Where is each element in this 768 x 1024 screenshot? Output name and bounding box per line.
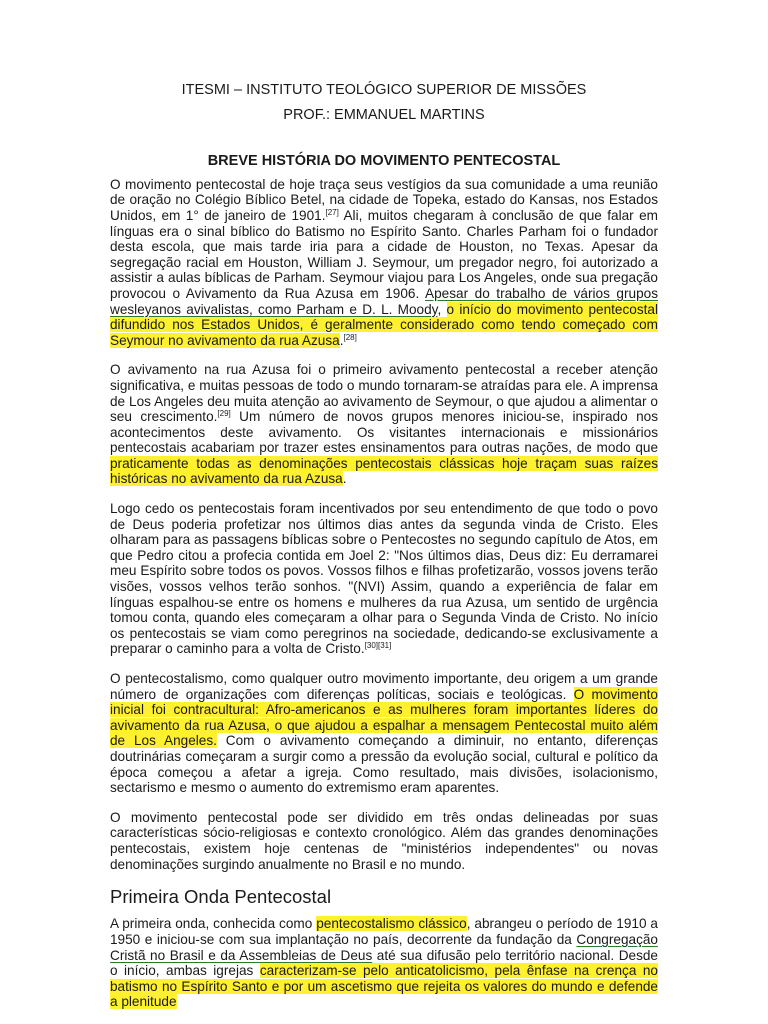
text: até sua difusão pelo território nacional. Desde o início, ambas igrejas: [110, 947, 658, 979]
highlighted-text: o início do movimento pentecostal difundido nos Estados Unidos, é geralmente considerado como tendo começado com Seymour no avivamento da rua Azusa: [110, 301, 658, 348]
text: O movimento pentecostal pode ser dividido em três ondas delineadas por suas características sócio-religiosas e contexto cronológico. Além das grandes denominações pentecostais, existem hoje centenas de "ministérios independentes" ou novas denominações surgindo anualmente no Brasil e no mundo.: [110, 809, 658, 872]
text: ,: [437, 301, 447, 317]
highlighted-text: caracterizam-se pelo anticatolicismo, pela ênfase na crença no batismo no Espírito Santo e por um ascetismo que rejeita os valores do mundo e defende a plenitude: [110, 963, 658, 1010]
document-title: BREVE HISTÓRIA DO MOVIMENTO PENTECOSTAL: [207, 152, 561, 169]
section-heading: Primeira Onda Pentecostal: [110, 886, 332, 908]
text: .: [339, 332, 344, 348]
text: O avivamento na rua Azusa foi o primeiro avivamento pentecostal a receber atenção significativa, e muitas pessoas de todo o mundo tornaram-se atraídas para ele. A imprensa de Los Angeles deu muita atenção ao avivamento de Seymour, o que ajudou a alimentar o seu crescimento.: [110, 362, 658, 425]
footnote-ref[interactable]: [27]: [325, 207, 339, 217]
text: A primeira onda, conhecida como: [110, 916, 317, 932]
paragraph-5: [110, 810, 658, 872]
highlighted-text: pentecostalismo clássico: [316, 916, 467, 932]
footnote-ref[interactable]: [29]: [217, 409, 231, 419]
text: Com o avivamento começando a diminuir, no entanto, diferenças doutrinárias começaram a surgir como a pressão da evolução social, cultural e político da época começou a afetar a igreja. Como resultado, mais divisões, isolacionismo, sectarismo e mesmo o aumento do extremismo eram aparentes.: [110, 733, 658, 796]
paragraph-6: [110, 916, 658, 1010]
paragraph-4: [110, 671, 658, 796]
institution-header: ITESMI – INSTITUTO TEOLÓGICO SUPERIOR DE MISSÕES: [181, 82, 587, 98]
highlighted-text: praticamente todas as denominações pentecostais clássicas hoje traçam suas raízes históricas no avivamento da rua Azusa: [110, 455, 658, 487]
text: O movimento pentecostal de hoje traça seus vestígios da sua comunidade a uma reunião de oração no Colégio Bíblico Betel, na cidade de Topeka, estado do Kansas, nos Estados Unidos, em 1° de janeiro de 1901.: [110, 176, 658, 223]
paragraph-1: [110, 177, 658, 349]
paragraph-3: [110, 501, 658, 657]
highlighted-text: O movimento inicial foi contracultural: Afro-americanos e as mulheres foram importantes líderes do avivamento da rua Azusa, o que ajudou a espalhar a mensagem Pentecostal muito além de Los Angeles.: [110, 686, 658, 749]
footnote-ref[interactable]: [28]: [343, 332, 357, 342]
text: , abrangeu o período de 1910 a 1950 e iniciou-se com sua implantação no país, decorrente da fundação da: [110, 916, 658, 947]
text: O pentecostalismo, como qualquer outro movimento importante, deu origem a um grande número de organizações com diferenças políticas, sociais e teológicas.: [110, 671, 658, 702]
text: Logo cedo os pentecostais foram incentivados por seu entendimento de que todo o povo de Deus poderia profetizar nos últimos dias antes da segunda vinda de Cristo. Eles olharam para as passagens bíblicas sobre o Pentecostes no segundo capítulo de Atos, em que Pedro citou a profecia contida em Joel 2: "Nos últimos dias, Deus diz: Eu derramarei meu Espírito sobre todos os povos. Vossos filhos e filhas profetizarão, vossos jovens terão visões, vossos velhos terão sonhos. "(NVI) Assim, quando a experiência de falar em línguas espalhou-se entre os homens e mulheres da rua Azusa, um sentido de urgência tomou conta, quando eles começaram a olhar para o Segunda Vinda de Cristo. No início os pentecostais se viam como peregrinos na sociedade, dedicando-se exclusivamente a preparar o caminho para a volta de Cristo.: [110, 501, 658, 657]
text: Ali, muitos chegaram à conclusão de que falar em línguas era o sinal bíblico do Batismo no Espírito Santo. Charles Parham foi o fundador desta escola, que mais tarde iria para a cidade de Houston, no Texas. Apesar da segregação racial em Houston, William J. Seymour, um pregador negro, foi autorizado a assistir a aulas bíblicas de Parham. Seymour viajou para Los Angeles, onde sua pregação provocou o Avivamento da Rua Azusa em 1906.: [110, 207, 659, 301]
text: Um número de novos grupos menores iniciou-se, inspirado nos acontecimentos deste avivamento. Os visitantes internacionais e missionários pentecostais acabariam por trazer estes ensinamentos para outras nações, de modo que: [110, 409, 658, 456]
text: .: [342, 471, 347, 487]
underlined-text: Apesar do trabalho de vários grupos wesleyanos avivalistas, como Parham e D. L. Moody: [110, 285, 658, 317]
footnote-ref[interactable]: [30][31]: [364, 641, 392, 651]
paragraph-2: [110, 362, 658, 487]
professor-header: PROF.: EMMANUEL MARTINS: [283, 107, 485, 124]
underlined-text: Congregação Cristã no Brasil e da Assembleias de Deus: [110, 931, 658, 963]
